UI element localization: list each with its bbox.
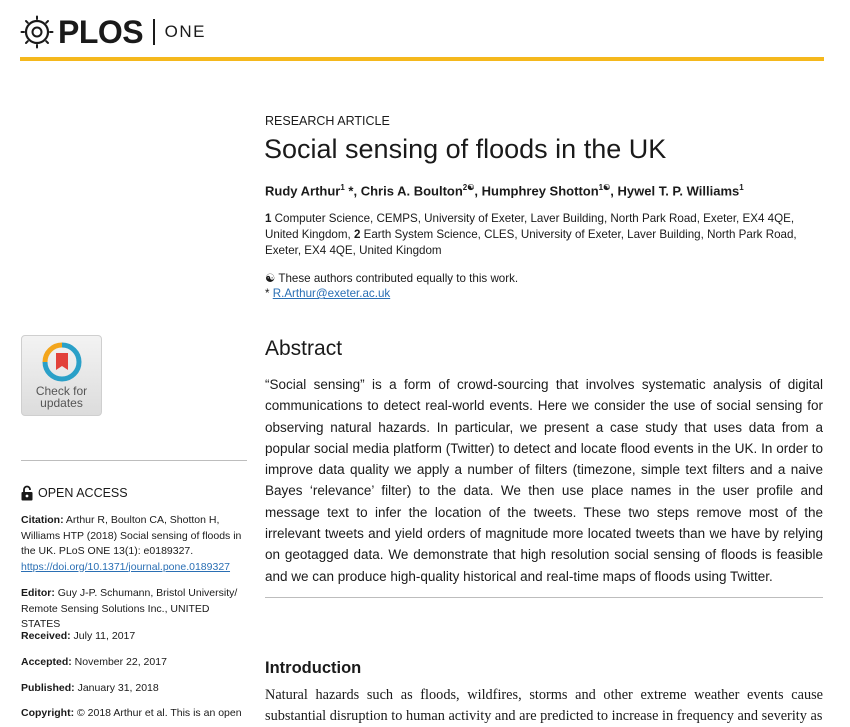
copyright-label: Copyright: [21,707,75,719]
author-name[interactable]: Hywel T. P. Williams [617,183,740,199]
introduction-heading: Introduction [265,659,362,677]
affiliation-text: Computer Science, CEMPS, University of Exeter, Laver Building, North Park Road, Exeter, EX4 4QE, United Kingdom, [265,212,795,241]
author-marks: 1 [739,183,744,192]
sidebar-divider [21,460,247,461]
check-for-updates-icon [42,342,82,382]
author-email-link[interactable]: R.Arthur@exeter.ac.uk [272,287,391,300]
accepted-label: Accepted: [21,656,72,668]
header-accent-bar [20,57,824,61]
editor-block [21,586,247,633]
article-type: RESEARCH ARTICLE [265,114,390,128]
published-label: Published: [21,682,75,694]
author-marks: 1 [340,183,345,192]
corresponding-mark: * [265,287,273,300]
author-list [265,183,744,198]
section-divider [265,597,823,598]
plos-wordmark: PLOS [58,14,144,50]
open-access-badge [21,485,128,501]
author-suffix: , [474,183,482,199]
plos-logo-icon [20,15,54,49]
received-text: July 11, 2017 [70,630,136,642]
author-name[interactable]: Humphrey Shotton [481,183,599,199]
doi-link[interactable]: https://doi.org/10.1371/journal.pone.0189327 [21,560,231,573]
author-marks: 1☯ [598,183,611,192]
published-text: January 31, 2018 [74,682,159,694]
copyright-block [21,706,247,722]
received-label: Received: [21,630,71,642]
accepted-date [21,655,247,671]
affiliation-number: 2 [353,228,361,241]
citation-label: Citation: [21,514,64,526]
article-title: Social sensing of floods in the UK [264,134,667,164]
author-marks: 2☯ [462,183,475,192]
logo-separator [153,19,155,45]
published-date [21,681,247,697]
check-for-updates-label: Check for updates [35,384,88,410]
abstract-heading: Abstract [265,337,343,360]
plos-logo[interactable] [20,14,206,50]
equal-contribution-note: ☯ These authors contributed equally to this work. [265,272,519,285]
received-date [21,629,247,645]
open-access-label: OPEN ACCESS [38,486,128,500]
abstract-text: “Social sensing” is a form of crowd-sourcing that involves systematic analysis of digital communications to detect real-world events. Here we consider the use of social sensing for observing natural hazards. In particular, we present a case study that uses data from a popular social media platform (Twitter) to detect and locate flood events in the UK. In order to improve data quality we apply a number of filters (timezone, simple text filters and a naive Bayes ‘relevance’ filter) to the data. We then use place names in the user profile and message text to infer the location of the tweets. These two steps remove most of the irrelevant tweets and yield orders of magnitude more located tweets than we have by relying on geotagged data. We demonstrate that high resolution social sensing of floods is feasible and we can produce high-quality historical and real-time maps of floods using Twitter. [265,377,823,584]
author-name[interactable]: Chris A. Boulton [360,183,463,199]
editor-label: Editor: [21,587,55,599]
open-lock-icon [21,485,33,501]
journal-name: ONE [164,22,206,41]
editor-text: Guy J-P. Schumann, Bristol University/ Remote Sensing Solutions Inc., UNITED STATES [21,587,238,630]
author-name[interactable]: Rudy Arthur [265,183,341,199]
check-for-updates-button[interactable] [21,335,102,416]
corresponding-author-note [265,287,390,300]
author-suffix: , [610,183,618,199]
affiliations [265,211,805,259]
author-suffix: *, [344,183,361,199]
affiliation-number: 1 [265,212,272,225]
introduction-text: Natural hazards such as floods, wildfires, storms and other extreme weather events cause substantial disruption to human activity and are predicted to increase in frequency and severity as [265,687,823,724]
citation-block [21,513,247,575]
copyright-text: © 2018 Arthur et al. This is an open [74,707,242,719]
citation-text: Arthur R, Boulton CA, Shotton H, Williams HTP (2018) Social sensing of floods in the UK. PLoS ONE 13(1): e0189327. [21,514,242,557]
affiliation-text: Earth System Science, CLES, University of Exeter, Laver Building, North Park Road, Exeter, EX4 4QE, United Kingdom [265,228,797,257]
accepted-text: November 22, 2017 [71,656,167,668]
